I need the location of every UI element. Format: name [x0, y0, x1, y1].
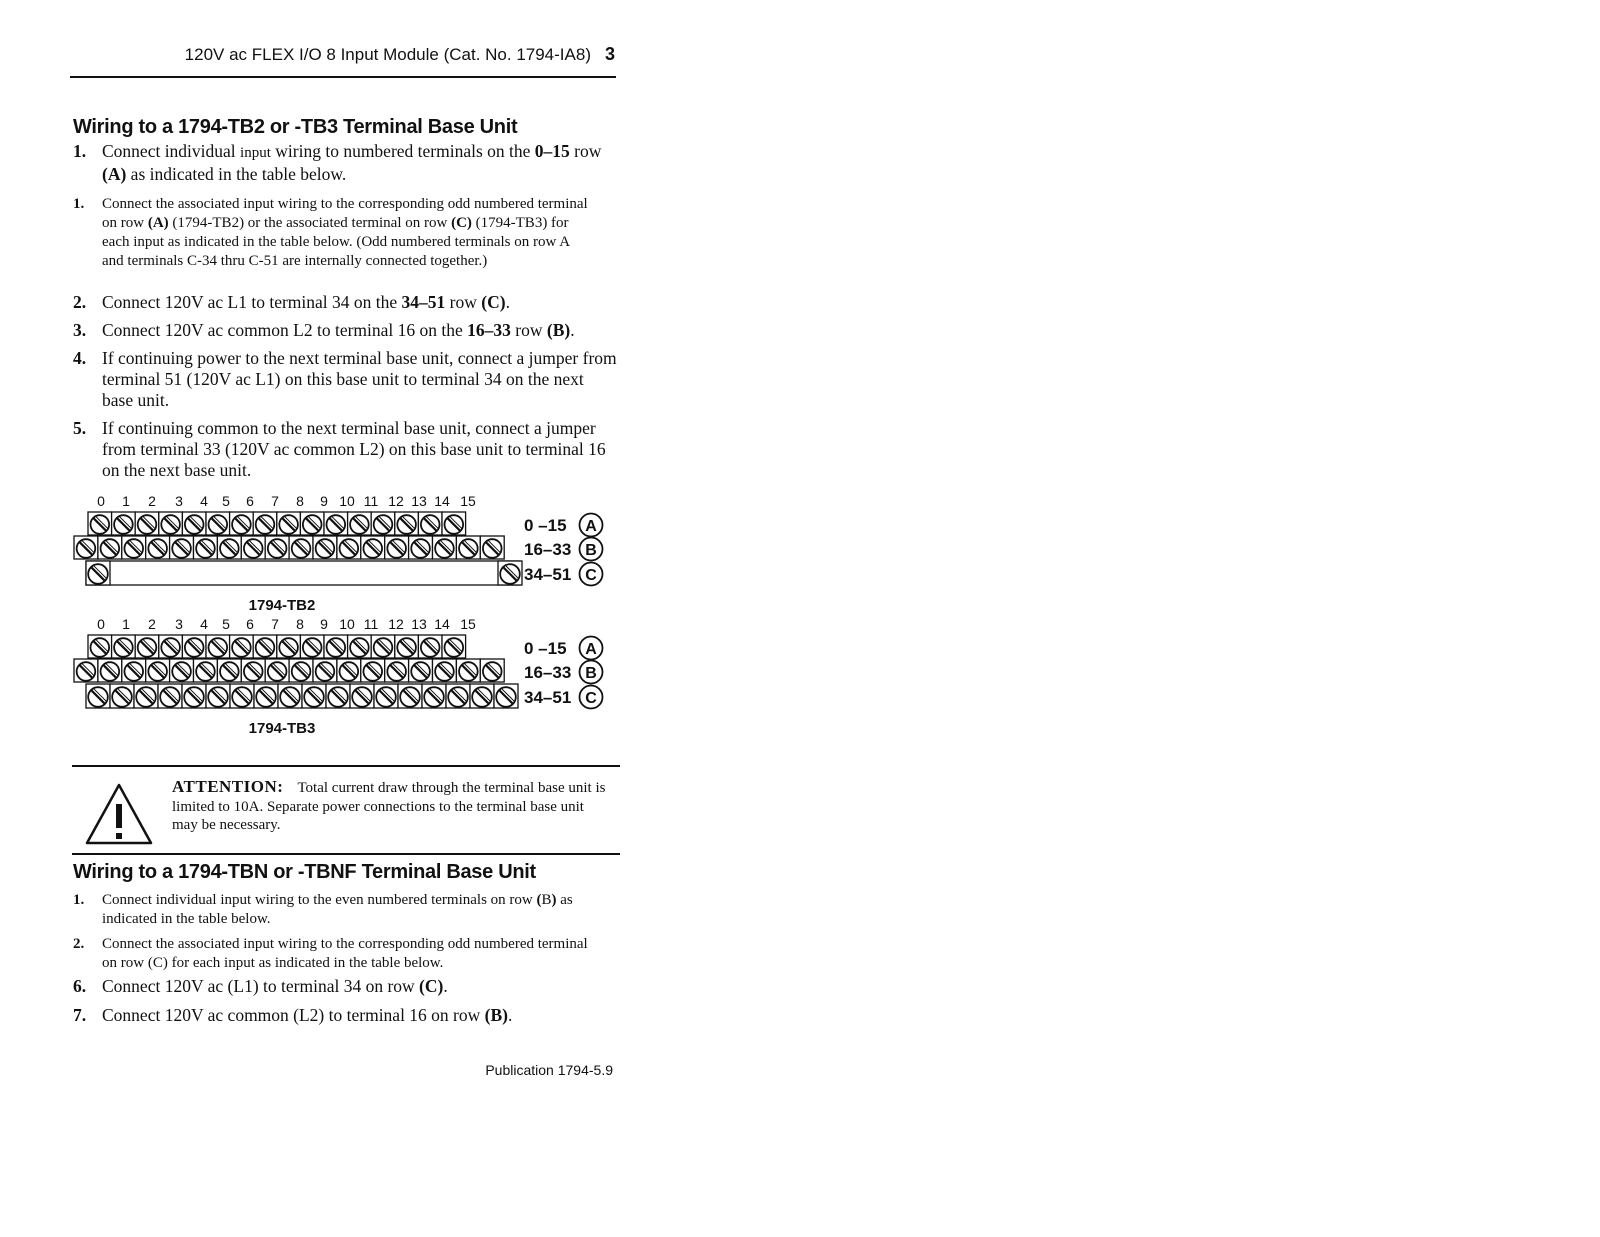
terminal-number: 6 — [246, 493, 254, 509]
terminal-number: 10 — [339, 616, 355, 632]
terminal-number: 1 — [122, 493, 130, 509]
step-number: 4. — [73, 348, 87, 368]
attention-label: ATTENTION: — [172, 777, 284, 796]
step-number: 2. — [73, 936, 85, 952]
step-number: 1. — [73, 141, 87, 161]
step-1-associated-wiring — [73, 195, 593, 271]
step-text: (1794-TB3) for each input as indicated in the table below. (Odd numbered terminals on row A and terminals C-34 thru C-51 are internally connected together.) — [102, 215, 570, 269]
row-range-label: 16–33 — [524, 540, 572, 559]
step-text: . — [507, 1005, 513, 1025]
row-c-bus — [86, 561, 520, 585]
attention-bottom-rule — [72, 853, 620, 855]
row-letter: A — [585, 518, 597, 535]
step-text: Connect individual input wiring to the even numbered terminals on row — [102, 892, 537, 908]
step-number: 5. — [73, 418, 87, 438]
step-number: 1. — [73, 892, 85, 908]
row-range-label: 16–33 — [524, 663, 572, 682]
step-text: as indicated in the table below. — [102, 892, 573, 927]
row-letter: B — [585, 542, 597, 559]
step-bold: ) — [551, 892, 557, 908]
row-range-label: 34–51 — [524, 565, 572, 584]
step-text: . — [505, 292, 510, 312]
terminal-number: 4 — [200, 493, 208, 509]
terminal-number: 14 — [434, 493, 450, 509]
header-rule — [70, 76, 616, 78]
step-text: input — [240, 145, 271, 161]
row-range-label: 0 –15 — [524, 516, 567, 535]
terminal-number: 0 — [97, 493, 105, 509]
step-text: B — [541, 892, 552, 908]
terminal-number: 13 — [411, 493, 427, 509]
terminal-number: 2 — [148, 493, 156, 509]
attention-message — [172, 778, 612, 835]
step-bold: 16–33 — [467, 320, 511, 340]
terminal-number: 8 — [296, 616, 304, 632]
terminal-number: 0 — [97, 616, 105, 632]
terminal-number: 13 — [411, 616, 427, 632]
step-text: . — [570, 320, 575, 340]
running-header — [70, 44, 615, 65]
section-title-tb2-tb3: Wiring to a 1794-TB2 or -TB3 Terminal Base Unit — [73, 116, 518, 138]
step-bold: (C) — [481, 292, 506, 312]
row-range-label: 0 –15 — [524, 639, 567, 658]
step-1-individual-wiring — [73, 141, 618, 185]
step-bold: (A) — [102, 164, 127, 184]
row-letter: B — [585, 665, 597, 682]
step-text: Connect 120V ac L1 to terminal 34 on the — [102, 292, 402, 312]
step-text: (1794-TB2) or the associated terminal on row — [168, 215, 452, 231]
step-text: Connect 120V ac common L2 to terminal 16 on the — [102, 320, 468, 340]
step-text: If continuing power to the next terminal base unit, connect a jumper from terminal 51 (120V ac L1) on this base unit to terminal 34 on the next base unit. — [102, 348, 617, 410]
step-text: Connect the associated input wiring to the corresponding odd numbered terminal on row — [102, 196, 588, 231]
terminal-number: 5 — [222, 493, 230, 509]
tbn-step-1 — [73, 891, 618, 929]
tbn-step-2 — [73, 935, 593, 973]
step-5-common-jumper — [73, 418, 618, 481]
attention-body: Total current draw through the terminal base unit is limited to 10A. Separate power connections to the terminal base unit may be necessary. — [172, 780, 606, 833]
step-bold: (B) — [484, 1005, 508, 1025]
terminal-number: 6 — [246, 616, 254, 632]
step-text: If continuing common to the next terminal base unit, connect a jumper from terminal 33 (120V ac common L2) on this base unit to terminal 16 on the next base unit. — [102, 418, 606, 480]
tb3-diagram — [74, 616, 603, 737]
step-3-l2 — [73, 320, 618, 341]
step-number: 1. — [73, 196, 85, 212]
terminal-number: 1 — [122, 616, 130, 632]
step-text: row — [510, 320, 547, 340]
step-bold: (C) — [451, 215, 472, 231]
tbn-step-6 — [73, 976, 618, 997]
terminal-base-diagrams — [68, 492, 668, 752]
step-4-power-jumper — [73, 348, 618, 411]
step-2-l1 — [73, 292, 618, 313]
attention-top-rule — [72, 765, 620, 767]
step-text: Connect the associated input wiring to the corresponding odd numbered terminal on row (C) for each input as indicated in the table below. — [102, 936, 588, 971]
step-text: Connect 120V ac (L1) to terminal 34 on row — [102, 976, 420, 996]
step-bold: (C) — [419, 976, 444, 996]
terminal-number: 15 — [460, 493, 476, 509]
terminal-number: 14 — [434, 616, 450, 632]
step-text: Connect individual — [102, 141, 241, 161]
terminal-number: 4 — [200, 616, 208, 632]
step-number: 7. — [73, 1005, 87, 1025]
terminal-number: 12 — [388, 493, 404, 509]
step-number: 6. — [73, 976, 87, 996]
step-number: 3. — [73, 320, 87, 340]
warning-triangle-icon — [84, 782, 154, 846]
step-bold: (A) — [147, 215, 169, 231]
terminal-number: 3 — [175, 616, 183, 632]
page-number: 3 — [604, 44, 615, 64]
step-text: wiring to numbered terminals on the — [270, 141, 535, 161]
step-text: Connect 120V ac common (L2) to terminal 16 on row — [102, 1005, 485, 1025]
row-letter: C — [585, 567, 597, 584]
terminal-number: 7 — [271, 493, 279, 509]
section-title-tbn: Wiring to a 1794-TBN or -TBNF Terminal Base Unit — [73, 861, 536, 883]
running-title: 120V ac FLEX I/O 8 Input Module (Cat. No. 1794-IA8) — [184, 45, 591, 64]
diagram-caption: 1794-TB2 — [248, 597, 316, 614]
terminal-number: 9 — [320, 493, 328, 509]
step-text: row — [445, 292, 482, 312]
terminal-number: 2 — [148, 616, 156, 632]
terminal-number: 3 — [175, 493, 183, 509]
step-bold: 0–15 — [534, 141, 570, 161]
terminal-number: 10 — [339, 493, 355, 509]
terminal-number: 7 — [271, 616, 279, 632]
diagram-caption: 1794-TB3 — [248, 720, 316, 737]
tb2-diagram — [74, 493, 603, 614]
row-letter: A — [585, 641, 597, 658]
step-bold: (B) — [546, 320, 571, 340]
step-bold: 34–51 — [401, 292, 446, 312]
step-number: 2. — [73, 292, 87, 312]
terminal-number: 9 — [320, 616, 328, 632]
terminal-number: 12 — [388, 616, 404, 632]
terminal-number: 11 — [363, 616, 379, 632]
terminal-number: 8 — [296, 493, 304, 509]
terminal-number: 15 — [460, 616, 476, 632]
step-bold: ( — [536, 892, 542, 908]
tbn-step-7 — [73, 1005, 618, 1026]
step-text: . — [443, 976, 448, 996]
step-text: row — [569, 141, 602, 161]
terminal-number: 11 — [363, 493, 379, 509]
row-letter: C — [585, 690, 597, 707]
terminal-number: 5 — [222, 616, 230, 632]
publication-footer: Publication 1794-5.9 — [485, 1062, 613, 1078]
step-text: as indicated in the table below. — [126, 164, 347, 184]
row-range-label: 34–51 — [524, 688, 572, 707]
